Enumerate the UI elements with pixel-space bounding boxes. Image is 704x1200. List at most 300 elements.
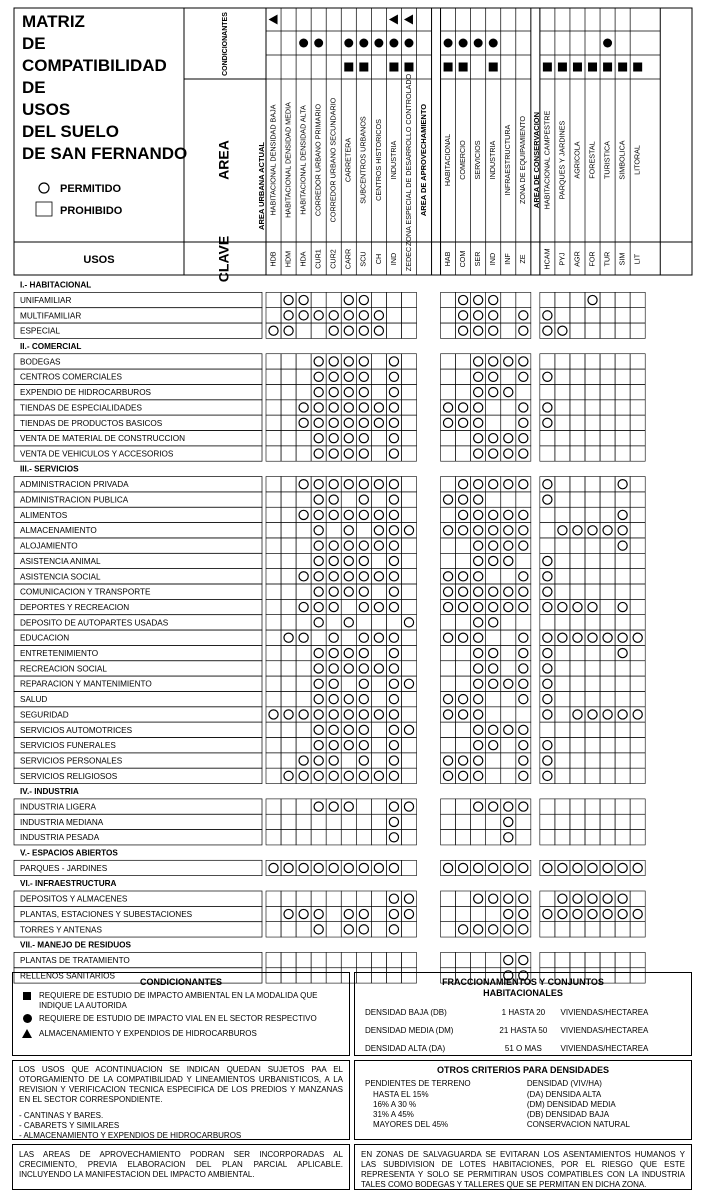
square-icon xyxy=(23,992,31,1000)
permitido-mark xyxy=(519,357,528,366)
matrix-cell xyxy=(266,584,281,599)
matrix-cell xyxy=(296,738,311,753)
permitido-mark xyxy=(314,863,323,872)
col-code: ZEDEC xyxy=(403,246,413,272)
row-name: TIENDAS DE PRODUCTOS BASICOS xyxy=(20,418,163,428)
matrix-cell xyxy=(555,922,570,937)
permitido-mark xyxy=(374,541,383,550)
col-name: COMERCIO xyxy=(458,140,468,180)
matrix-cell xyxy=(486,630,501,645)
matrix-cell xyxy=(570,722,585,737)
matrix-cell xyxy=(555,538,570,553)
matrix-cell xyxy=(281,814,296,829)
permitido-mark xyxy=(329,388,338,397)
matrix-cell xyxy=(401,369,416,384)
matrix-cell xyxy=(296,354,311,369)
matrix-cell xyxy=(266,369,281,384)
permitido-mark xyxy=(618,648,627,657)
matrix-cell xyxy=(401,553,416,568)
permitido-mark xyxy=(504,955,513,964)
matrix-cell xyxy=(585,814,600,829)
title-line: USOS xyxy=(22,100,71,119)
matrix-cell xyxy=(456,906,471,921)
permitido-mark xyxy=(519,572,528,581)
permitido-mark xyxy=(443,756,452,765)
dot-icon xyxy=(314,39,323,48)
usos-sujetos-list: - CANTINAS Y BARES. - CABARETS Y SIMILARES - ALMACENAMIENTO Y EXPENDIOS DE HIDROCARBUROS xyxy=(19,1111,242,1140)
matrix-cell xyxy=(600,814,615,829)
matrix-cell xyxy=(585,615,600,630)
matrix-cell xyxy=(266,384,281,399)
matrix-cell xyxy=(456,431,471,446)
row-name: COMUNICACION Y TRANSPORTE xyxy=(20,587,151,597)
permitido-mark xyxy=(504,541,513,550)
cond-item-tri: ALMACENAMIENTO Y EXPENDIOS DE HIDROCARBUROS xyxy=(21,1029,341,1041)
permitido-mark xyxy=(284,295,293,304)
row-name: SERVICIOS RELIGIOSOS xyxy=(20,771,118,781)
permitido-mark xyxy=(374,480,383,489)
permitido-mark xyxy=(389,526,398,535)
permitido-mark xyxy=(389,449,398,458)
matrix-cell xyxy=(540,431,555,446)
permitido-mark xyxy=(504,510,513,519)
row-name: ALIMENTOS xyxy=(20,510,68,520)
matrix-cell xyxy=(441,738,456,753)
permitido-mark xyxy=(329,372,338,381)
permitido-mark xyxy=(344,403,353,412)
matrix-cell xyxy=(266,952,281,967)
permitido-mark xyxy=(474,295,483,304)
permitido-mark xyxy=(519,955,528,964)
prohibido-icon xyxy=(36,202,52,216)
matrix-cell xyxy=(570,768,585,783)
permitido-mark xyxy=(588,602,597,611)
matrix-cell xyxy=(615,753,630,768)
col-name: LITORAL xyxy=(632,145,642,175)
permitido-mark xyxy=(459,418,468,427)
permitido-mark xyxy=(389,725,398,734)
matrix-cell xyxy=(266,891,281,906)
matrix-cell xyxy=(630,645,645,660)
matrix-cell xyxy=(630,952,645,967)
matrix-cell xyxy=(266,661,281,676)
matrix-cell xyxy=(585,323,600,338)
matrix-cell xyxy=(281,446,296,461)
row-name: SALUD xyxy=(20,695,48,705)
permitido-mark xyxy=(543,572,552,581)
matrix-cell xyxy=(441,799,456,814)
matrix-cell xyxy=(281,830,296,845)
fracc-row: DENSIDAD ALTA (DA) 51 O MAS VIVIENDAS/HECTAREA xyxy=(365,1043,649,1053)
permitido-mark xyxy=(618,602,627,611)
permitido-mark xyxy=(443,418,452,427)
permitido-mark xyxy=(314,388,323,397)
matrix-cell xyxy=(630,507,645,522)
row-name: SERVICIOS AUTOMOTRICES xyxy=(20,725,133,735)
matrix-cell xyxy=(401,584,416,599)
row-name: MULTIFAMILIAR xyxy=(20,311,82,321)
matrix-cell xyxy=(441,384,456,399)
permitido-mark xyxy=(314,526,323,535)
permitido-mark xyxy=(344,449,353,458)
permitido-mark xyxy=(329,771,338,780)
matrix-cell xyxy=(296,645,311,660)
dot-icon xyxy=(374,39,383,48)
matrix-cell xyxy=(281,354,296,369)
matrix-cell xyxy=(456,384,471,399)
square-icon xyxy=(558,63,567,72)
row-name: ADMINISTRACION PRIVADA xyxy=(20,480,129,490)
permitido-mark xyxy=(489,925,498,934)
matrix-cell xyxy=(540,830,555,845)
permitido-mark xyxy=(489,480,498,489)
permitido-mark xyxy=(588,526,597,535)
permitido-mark xyxy=(299,771,308,780)
permitido-mark xyxy=(474,357,483,366)
permitido-mark xyxy=(329,434,338,443)
matrix-cell xyxy=(585,507,600,522)
matrix-cell xyxy=(570,354,585,369)
cond-item-sq: REQUIERE DE ESTUDIO DE IMPACTO AMBIENTAL EN LA MODALIDA QUE INDIQUE LA AUTORIDA xyxy=(21,991,341,1011)
row-name: RECREACION SOCIAL xyxy=(20,664,107,674)
matrix-cell xyxy=(630,615,645,630)
permitido-mark xyxy=(284,909,293,918)
matrix-cell xyxy=(600,369,615,384)
matrix-cell xyxy=(555,707,570,722)
matrix-cell xyxy=(296,446,311,461)
matrix-cell xyxy=(401,830,416,845)
permitido-mark xyxy=(374,710,383,719)
permitido-mark xyxy=(404,679,413,688)
matrix-cell xyxy=(630,431,645,446)
fraccionamientos-table xyxy=(363,1004,683,1058)
permitido-mark xyxy=(489,326,498,335)
permitido-mark xyxy=(519,587,528,596)
matrix-cell xyxy=(401,477,416,492)
matrix-cell xyxy=(371,292,386,307)
permitido-mark xyxy=(519,664,528,673)
matrix-cell xyxy=(296,553,311,568)
triangle-icon xyxy=(389,15,398,25)
matrix-cell xyxy=(630,354,645,369)
matrix-cell xyxy=(555,400,570,415)
permitido-mark xyxy=(374,771,383,780)
permitido-mark xyxy=(543,480,552,489)
matrix-cell xyxy=(501,645,516,660)
permitido-mark xyxy=(633,863,642,872)
matrix-cell xyxy=(441,615,456,630)
permitido-mark xyxy=(474,894,483,903)
permitido-mark xyxy=(543,602,552,611)
permitido-mark xyxy=(329,326,338,335)
matrix-cell xyxy=(555,477,570,492)
permitido-mark xyxy=(329,710,338,719)
matrix-cell xyxy=(585,645,600,660)
matrix-cell xyxy=(555,553,570,568)
matrix-cell xyxy=(371,354,386,369)
permitido-mark xyxy=(299,602,308,611)
matrix-cell xyxy=(401,492,416,507)
permitido-mark xyxy=(389,403,398,412)
permitido-mark xyxy=(543,695,552,704)
matrix-cell xyxy=(371,431,386,446)
matrix-cell xyxy=(630,691,645,706)
permitido-mark xyxy=(543,863,552,872)
matrix-cell xyxy=(630,753,645,768)
matrix-cell xyxy=(570,477,585,492)
matrix-cell xyxy=(600,323,615,338)
matrix-cell xyxy=(266,753,281,768)
matrix-cell xyxy=(555,738,570,753)
permitido-mark xyxy=(543,587,552,596)
matrix-cell xyxy=(630,738,645,753)
matrix-cell xyxy=(540,814,555,829)
col-code: HCAM xyxy=(542,248,552,270)
permitido-mark xyxy=(504,909,513,918)
permitido-mark xyxy=(389,434,398,443)
permitido-mark xyxy=(389,372,398,381)
matrix-cell xyxy=(401,738,416,753)
matrix-cell xyxy=(456,952,471,967)
permitido-mark xyxy=(389,664,398,673)
matrix-cell xyxy=(540,384,555,399)
col-code: AGR xyxy=(572,251,582,267)
matrix-cell xyxy=(540,292,555,307)
dot-icon xyxy=(474,39,483,48)
permitido-mark xyxy=(389,695,398,704)
matrix-cell xyxy=(281,431,296,446)
triangle-icon xyxy=(22,1029,32,1038)
permitido-mark xyxy=(573,710,582,719)
permitido-mark xyxy=(389,418,398,427)
permitido-mark xyxy=(404,802,413,811)
permitido-mark xyxy=(519,602,528,611)
matrix-cell xyxy=(585,477,600,492)
matrix-cell xyxy=(600,753,615,768)
matrix-cell xyxy=(401,538,416,553)
row-name: SEGURIDAD xyxy=(20,710,69,720)
permitido-mark xyxy=(284,326,293,335)
matrix-cell xyxy=(615,323,630,338)
permitido-mark xyxy=(314,771,323,780)
permitido-mark xyxy=(314,495,323,504)
permitido-mark xyxy=(314,403,323,412)
permitido-mark xyxy=(573,602,582,611)
matrix-cell xyxy=(570,676,585,691)
permitido-mark xyxy=(389,771,398,780)
permitido-mark xyxy=(269,863,278,872)
permitido-mark xyxy=(443,695,452,704)
matrix-cell xyxy=(386,615,401,630)
matrix-cell xyxy=(615,922,630,937)
matrix-cell xyxy=(555,507,570,522)
permitido-mark xyxy=(344,725,353,734)
matrix-cell xyxy=(371,645,386,660)
matrix-cell xyxy=(540,354,555,369)
matrix-cell xyxy=(600,645,615,660)
matrix-cell xyxy=(266,799,281,814)
matrix-cell xyxy=(441,891,456,906)
permitido-mark xyxy=(588,710,597,719)
permitido-mark xyxy=(618,633,627,642)
permitido-mark xyxy=(504,388,513,397)
matrix-cell xyxy=(585,400,600,415)
matrix-cell xyxy=(281,661,296,676)
matrix-cell xyxy=(615,292,630,307)
permitido-mark xyxy=(374,602,383,611)
matrix-cell xyxy=(326,292,341,307)
matrix-cell xyxy=(585,431,600,446)
matrix-cell xyxy=(615,308,630,323)
permitido-mark xyxy=(359,587,368,596)
matrix-cell xyxy=(600,830,615,845)
permitido-mark xyxy=(374,326,383,335)
matrix-cell xyxy=(311,323,326,338)
permitido-mark xyxy=(543,710,552,719)
condicionantes-title: CONDICIONANTES xyxy=(139,977,222,987)
matrix-cell xyxy=(486,814,501,829)
matrix-cell xyxy=(401,323,416,338)
matrix-cell xyxy=(341,630,356,645)
matrix-cell xyxy=(401,661,416,676)
permitido-mark xyxy=(389,541,398,550)
permitido-mark xyxy=(359,633,368,642)
matrix-cell xyxy=(600,553,615,568)
matrix-cell xyxy=(341,599,356,614)
matrix-cell xyxy=(486,492,501,507)
col-code: HDM xyxy=(283,250,293,268)
permitido-mark xyxy=(299,480,308,489)
matrix-cell xyxy=(371,922,386,937)
permitido-mark xyxy=(459,495,468,504)
matrix-cell xyxy=(456,661,471,676)
permitido-mark xyxy=(314,679,323,688)
permitido-mark xyxy=(299,295,308,304)
permitido-mark xyxy=(329,510,338,519)
permitido-mark xyxy=(519,633,528,642)
permitido-mark xyxy=(618,863,627,872)
otros-criterios-panel xyxy=(354,1060,692,1140)
permitido-mark xyxy=(314,741,323,750)
matrix-cell xyxy=(266,400,281,415)
matrix-cell xyxy=(570,691,585,706)
permitido-mark xyxy=(284,863,293,872)
permitido-mark xyxy=(344,710,353,719)
matrix-cell xyxy=(486,691,501,706)
matrix-cell xyxy=(296,891,311,906)
permitido-mark xyxy=(603,710,612,719)
permitido-mark xyxy=(389,863,398,872)
matrix-cell xyxy=(371,799,386,814)
matrix-cell xyxy=(486,952,501,967)
permitido-mark xyxy=(314,418,323,427)
matrix-cell xyxy=(600,569,615,584)
permitido-mark xyxy=(329,648,338,657)
matrix-cell xyxy=(266,722,281,737)
permitido-mark xyxy=(459,633,468,642)
matrix-cell xyxy=(266,922,281,937)
row-name: DEPORTES Y RECREACION xyxy=(20,602,130,612)
dot-icon xyxy=(603,39,612,48)
permitido-mark xyxy=(543,741,552,750)
matrix-cell xyxy=(371,722,386,737)
matrix-cell xyxy=(296,538,311,553)
permitido-mark xyxy=(558,633,567,642)
permitido-mark xyxy=(543,664,552,673)
matrix-cell xyxy=(585,676,600,691)
permitido-mark xyxy=(519,510,528,519)
permitido-mark xyxy=(459,526,468,535)
permitido-mark xyxy=(344,418,353,427)
col-name: HABITACIONAL xyxy=(442,133,452,187)
matrix-cell xyxy=(486,569,501,584)
matrix-cell xyxy=(630,569,645,584)
matrix-cell xyxy=(630,584,645,599)
matrix-cell xyxy=(615,584,630,599)
matrix-cell xyxy=(600,354,615,369)
permitido-mark xyxy=(389,480,398,489)
matrix-cell xyxy=(296,830,311,845)
matrix-cell xyxy=(281,477,296,492)
permitido-mark xyxy=(519,725,528,734)
matrix-cell xyxy=(456,722,471,737)
matrix-cell xyxy=(356,615,371,630)
col-code: COM xyxy=(458,250,468,268)
matrix-cell xyxy=(630,477,645,492)
matrix-cell xyxy=(600,292,615,307)
permitido-mark xyxy=(474,725,483,734)
permitido-mark xyxy=(314,541,323,550)
matrix-cell xyxy=(441,645,456,660)
col-code: PYJ xyxy=(557,252,567,266)
permitido-mark xyxy=(299,756,308,765)
permitido-mark xyxy=(344,909,353,918)
matrix-cell xyxy=(266,292,281,307)
aprovechamiento-text: LAS AREAS DE APROVECHAMIENTO PODRAN SER INCORPORADAS AL CRECIMIENTO, PREVIA ELABORACION DEL PLAN PARCIAL APLICABLE. INCLUYENDO LA MANIFESTACION DEL IMPACTO AMBIENTAL. xyxy=(19,1150,343,1179)
matrix-cell xyxy=(570,538,585,553)
matrix-cell xyxy=(401,384,416,399)
dot-icon xyxy=(299,39,308,48)
square-icon xyxy=(618,63,627,72)
matrix-cell xyxy=(341,814,356,829)
col-code: FOR xyxy=(587,251,597,267)
permitido-mark xyxy=(389,679,398,688)
permitido-mark xyxy=(459,311,468,320)
matrix-cell xyxy=(296,676,311,691)
permitido-mark xyxy=(474,679,483,688)
permitido-mark xyxy=(459,710,468,719)
permitido-mark xyxy=(344,526,353,535)
permitido-mark xyxy=(459,572,468,581)
matrix-cell xyxy=(281,492,296,507)
row-name: ENTRETENIMIENTO xyxy=(20,649,99,658)
square-icon xyxy=(543,63,552,72)
permitido-mark xyxy=(299,510,308,519)
matrix-cell xyxy=(371,584,386,599)
permitido-mark xyxy=(474,495,483,504)
matrix-cell xyxy=(311,814,326,829)
permitido-mark xyxy=(519,526,528,535)
permitido-mark xyxy=(474,587,483,596)
permitido-mark xyxy=(519,403,528,412)
matrix-cell xyxy=(281,538,296,553)
permitido-mark xyxy=(443,710,452,719)
permitido-mark xyxy=(519,909,528,918)
row-name: SERVICIOS FUNERALES xyxy=(20,741,116,751)
dot-icon xyxy=(459,39,468,48)
permitido-mark xyxy=(314,925,323,934)
permitido-mark xyxy=(344,556,353,565)
